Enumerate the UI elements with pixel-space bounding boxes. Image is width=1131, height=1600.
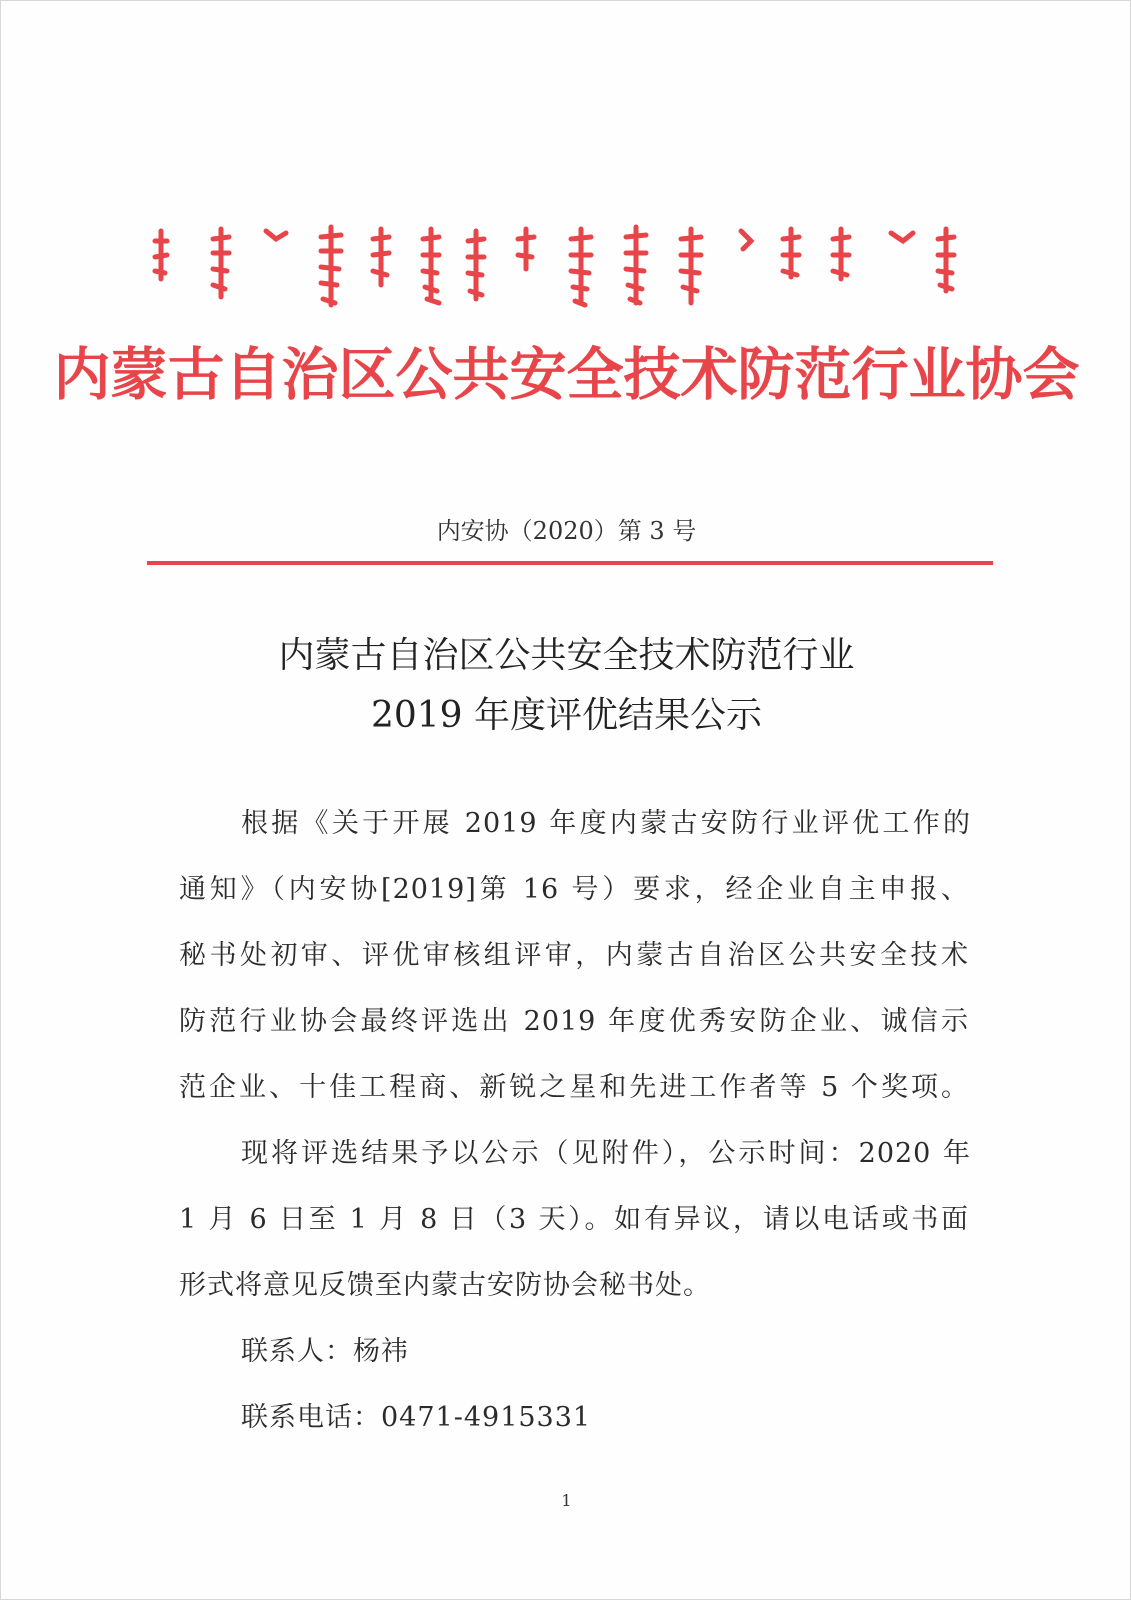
body-paragraph-line: 1 月 6 日至 1 月 8 日（3 天）。如有异议，请以电话或书面: [179, 1204, 969, 1235]
mongolian-word-6: [423, 229, 439, 303]
mongolian-script-header: [151, 219, 981, 319]
mongolian-word-2: [213, 229, 229, 297]
contact-person: 联系人：杨祎: [241, 1336, 409, 1367]
mongolian-word-8: [518, 229, 534, 269]
mongolian-word-12: [741, 231, 751, 249]
document-number: 内安协（2020）第 3 号: [436, 517, 697, 545]
mongolian-word-16: [938, 229, 954, 291]
body-paragraph-line: 秘书处初审、评优审核组评审，内蒙古自治区公共安全技术: [179, 940, 969, 971]
mongolian-word-11: [681, 229, 701, 303]
mongolian-word-5: [373, 229, 389, 285]
mongolian-word-7: [468, 231, 484, 299]
body-paragraph-line: 现将评选结果予以公示（见附件），公示时间：2020 年: [241, 1138, 971, 1169]
body-paragraph-line: 根据《关于开展 2019 年度内蒙古安防行业评优工作的: [241, 808, 971, 839]
body-paragraph-line: 防范行业协会最终评选出 2019 年度优秀安防企业、诚信示: [179, 1006, 969, 1037]
body-paragraph-line: 范企业、十佳工程商、新锐之星和先进工作者等 5 个奖项。: [179, 1072, 969, 1103]
mongolian-word-15: [891, 233, 913, 241]
notice-title-line-1: 内蒙古自治区公共安全技术防范行业: [278, 635, 855, 676]
page-number: 1: [561, 1491, 572, 1510]
body-paragraph-line: 通知》（内安协[2019]第 16 号）要求，经企业自主申报、: [179, 874, 969, 905]
mongolian-word-14: [833, 229, 849, 279]
mongolian-word-13: [783, 229, 799, 277]
body-paragraph-line: 形式将意见反馈至内蒙古安防协会秘书处。: [179, 1270, 711, 1301]
mongolian-word-9: [571, 229, 591, 305]
mongolian-word-10: [626, 227, 646, 303]
mongolian-word-4: [321, 227, 341, 305]
mongolian-word-1: [155, 231, 167, 279]
organization-name: 内蒙古自治区公共安全技术防范行业协会: [53, 341, 1080, 408]
notice-title-line-2: 2019 年度评优结果公示: [370, 695, 763, 736]
red-divider-line: [147, 561, 993, 565]
mongolian-word-3: [266, 231, 286, 239]
contact-phone: 联系电话：0471-4915331: [241, 1402, 592, 1433]
